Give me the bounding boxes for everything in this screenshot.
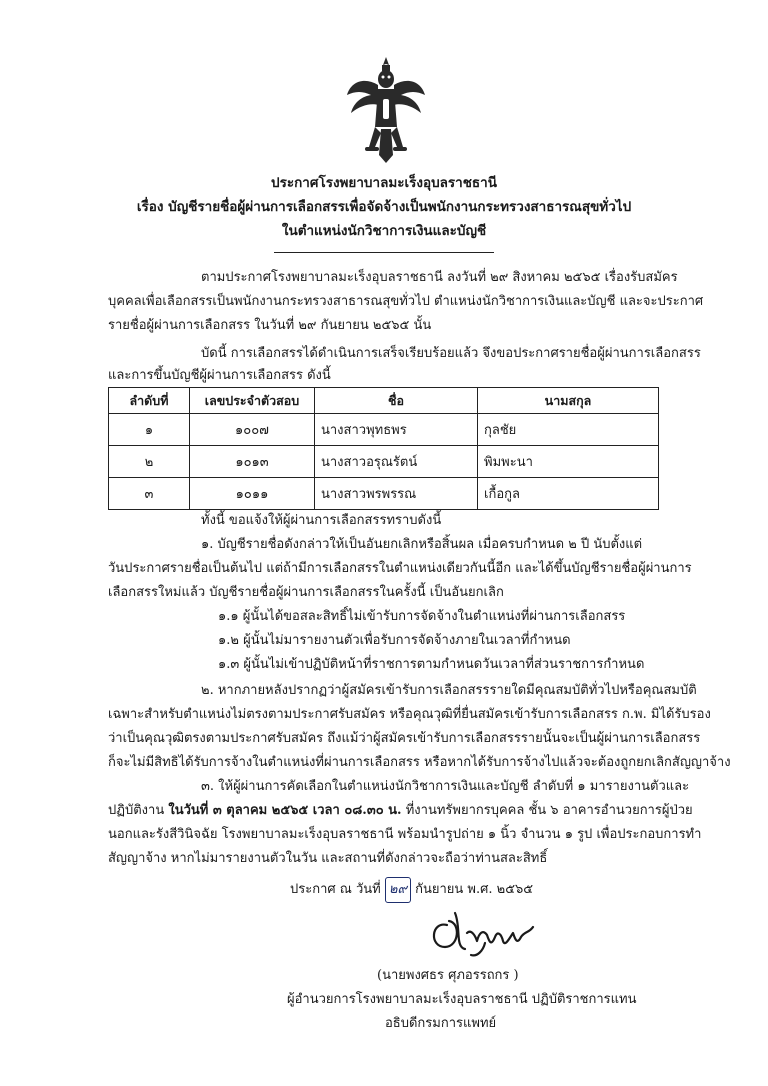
table-row [109, 478, 659, 510]
condition-3-prefix: ปฏิบัติงาน [108, 803, 169, 818]
cell-last-name: กุลชัย [478, 414, 659, 446]
announce-date-suffix: กันยายน พ.ศ. ๒๕๖๕ [415, 882, 534, 897]
table-row [109, 414, 659, 446]
header-divider [274, 252, 494, 253]
cell-order: ๓ [109, 478, 190, 510]
intro-line-3: รายชื่อผู้ผ่านการเลือกสรร ในวันที่ ๒๙ กันยายน ๒๕๖๕ นั้น [108, 318, 432, 333]
condition-1-2: ๑.๒ ผู้นั้นไม่มารายงานตัวเพื่อรับการจัดจ้างภายในเวลาที่กำหนด [218, 633, 571, 648]
signer-org: อธิบดีกรมการแพทย์ [385, 1016, 497, 1031]
intro-line-5: และการขึ้นบัญชีผู้ผ่านการเลือกสรร ดังนี้ [108, 368, 331, 383]
table-row [109, 446, 659, 478]
results-table [108, 387, 659, 510]
header-first-name: ชื่อ [315, 388, 478, 414]
cell-first-name: นางสาวพรพรรณ [315, 478, 478, 510]
cell-last-name: พิมพะนา [478, 446, 659, 478]
announce-date [290, 877, 533, 903]
signer-name: (นายพงศธร ศุภอรรถกร ) [377, 968, 519, 983]
announcement-title: ประกาศโรงพยาบาลมะเร็งอุบลราชธานี [271, 175, 497, 191]
condition-2-line-1: ๒. หากภายหลังปรากฏว่าผู้สมัครเข้ารับการเลือกสรรรายใดมีคุณสมบัติทั่วไปหรือคุณสมบัติ [201, 683, 697, 698]
condition-1-line-1: ๑. บัญชีรายชื่อดังกล่าวให้เป็นอันยกเลิกหรือสิ้นผล เมื่อครบกำหนด ๒ ปี นับตั้งแต่ [201, 537, 643, 552]
intro-line-4: บัดนี้ การเลือกสรรได้ดำเนินการเสร็จเรียบร้อยแล้ว จึงขอประกาศรายชื่อผู้ผ่านการเลือกสรร [201, 346, 701, 361]
condition-1-3: ๑.๓ ผู้นั้นไม่เข้าปฏิบัติหน้าที่ราชการตามกำหนดวันเวลาที่ส่วนราชการกำหนด [218, 657, 645, 672]
signer-title: ผู้อำนวยการโรงพยาบาลมะเร็งอุบลราชธานี ปฏิบัติราชการแทน [287, 992, 637, 1007]
condition-2-line-4: ก็จะไม่มีสิทธิได้รับการจ้างในตำแหน่งที่ผ่านการเลือกสรร หรือหากได้รับการจ้างไปแล้วจะต้องถูกยกเลิกสัญญาจ้าง [108, 755, 731, 770]
condition-2-line-2: เฉพาะสำหรับตำแหน่งไม่ตรงตามประกาศรับสมัคร หรือคุณวุฒิที่ยื่นสมัครเข้ารับการเลือกสรร ก.พ. มิได้รับรอง [108, 707, 711, 722]
cell-order: ๑ [109, 414, 190, 446]
conditions-intro: ทั้งนี้ ขอแจ้งให้ผู้ผ่านการเลือกสรรทราบดังนี้ [201, 513, 442, 528]
condition-3-line-3: นอกและรังสีวินิจฉัย โรงพยาบาลมะเร็งอุบลราชธานี พร้อมนำรูปถ่าย ๑ นิ้ว จำนวน ๑ รูป เพื่อประกอบการทำ [108, 827, 702, 842]
condition-1-1: ๑.๑ ผู้นั้นได้ขอสละสิทธิ์ไม่เข้ารับการจัดจ้างในตำแหน่งที่ผ่านการเลือกสรร [218, 609, 626, 624]
condition-3-line-4: สัญญาจ้าง หากไม่มารายงานตัวในวัน และสถานที่ดังกล่าวจะถือว่าท่านสละสิทธิ์ [108, 851, 548, 866]
condition-2-line-3: ว่าเป็นคุณวุฒิตรงตามประกาศรับสมัคร ถึงแม้ว่าผู้สมัครเข้ารับการเลือกสรรรายนั้นจะเป็นผู้ผ่านการเลือกสรร [108, 731, 701, 746]
announcement-subject: เรื่อง บัญชีรายชื่อผู้ผ่านการเลือกสรรเพื่อจัดจ้างเป็นพนักงานกระทรวงสาธารณสุขทั่วไป [136, 199, 632, 215]
intro-line-2: บุคคลเพื่อเลือกสรรเป็นพนักงานกระทรวงสาธารณสุขทั่วไป ตำแหน่งนักวิชาการเงินและบัญชี และจะประกาศ [108, 294, 704, 309]
cell-exam-id: ๑๐๑๑ [190, 478, 315, 510]
cell-exam-id: ๑๐๑๓ [190, 446, 315, 478]
condition-1-line-2: วันประกาศรายชื่อเป็นต้นไป แต่ถ้ามีการเลือกสรรในตำแหน่งเดียวกันนี้อีก และได้ขึ้นบัญชีรายชื่อผู้ผ่านการ [108, 561, 692, 576]
header-order: ลำดับที่ [109, 388, 190, 414]
announcement-position: ในตำแหน่งนักวิชาการเงินและบัญชี [281, 223, 487, 239]
cell-order: ๒ [109, 446, 190, 478]
signature-image [425, 903, 545, 961]
cell-first-name: นางสาวอรุณรัตน์ [315, 446, 478, 478]
condition-3-location: ที่งานทรัพยากรบุคคล ชั้น ๖ อาคารอำนวยการผู้ป่วย [401, 803, 693, 818]
cell-exam-id: ๑๐๐๗ [190, 414, 315, 446]
cell-last-name: เกื้อกูล [478, 478, 659, 510]
report-date-time: ในวันที่ ๓ ตุลาคม ๒๕๖๕ เวลา ๐๘.๓๐ น. [168, 803, 402, 818]
table-header-row [109, 388, 659, 414]
announce-day-handwritten: ๒๙ [385, 877, 411, 903]
cell-first-name: นางสาวพุทธพร [315, 414, 478, 446]
header-last-name: นามสกุล [478, 388, 659, 414]
condition-1-line-3: เลือกสรรใหม่แล้ว บัญชีรายชื่อผู้ผ่านการเลือกสรรในครั้งนี้ เป็นอันยกเลิก [108, 585, 504, 600]
header-exam-id: เลขประจำตัวสอบ [190, 388, 315, 414]
intro-line-1: ตามประกาศโรงพยาบาลมะเร็งอุบลราชธานี ลงวันที่ ๒๙ สิงหาคม ๒๕๖๕ เรื่องรับสมัคร [201, 270, 678, 285]
condition-3-line-2 [108, 799, 693, 823]
garuda-emblem [345, 55, 427, 165]
condition-3-line-1: ๓. ให้ผู้ผ่านการคัดเลือกในตำแหน่งนักวิชาการเงินและบัญชี ลำดับที่ ๑ มารายงานตัวและ [201, 779, 690, 794]
announce-date-prefix: ประกาศ ณ วันที่ [290, 882, 381, 897]
